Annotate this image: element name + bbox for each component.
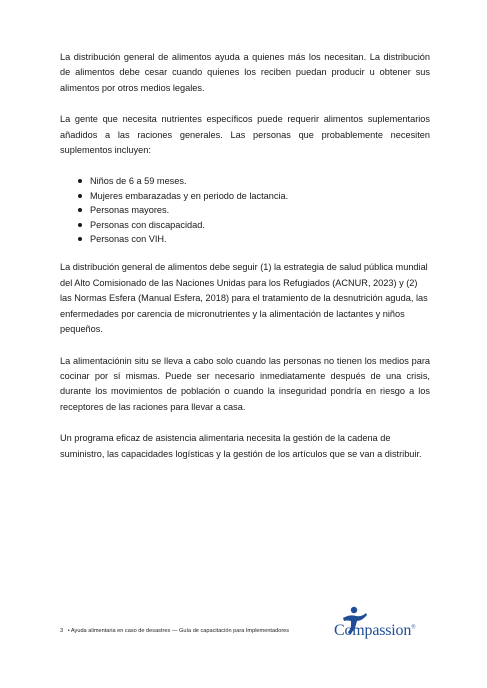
supplement-recipients-list [60,174,430,246]
bullet-icon [78,194,82,198]
paragraph-supply-chain: Un programa eficaz de asistencia alimentaria necesita la gestión de la cadena de suministro, las capacidades logísticas y la gestión de los artículos que se van a distribuir. [60,433,422,459]
list-item: Mujeres embarazadas y en periodo de lactancia. [78,189,430,203]
paragraph-supplements: La gente que necesita nutrientes específicos puede requerir alimentos suplementarios añadidos a las raciones generales. Las personas que probablemente necesiten suplementos incluyen: [60,114,430,156]
footer-separator: • [67,628,70,634]
paragraph-distribution-general: La distribución general de alimentos ayuda a quienes más los necesitan. La distribución de alimentos debe cesar cuando quienes los reciben puedan producir u obtener sus alimentos por otros medios legales. [60,52,430,93]
list-item: Personas con VIH. [78,232,430,246]
list-item: Personas mayores. [78,203,430,217]
footer-title: Ayuda alimentaria en caso de desastres — Guía de capacitación para Implementadores [70,628,290,634]
compassion-logo [334,606,434,646]
bullet-icon [78,223,82,227]
bullet-icon [78,237,82,241]
bullet-icon [78,179,82,183]
paragraph-in-situ-feeding: La alimentaciónin situ se lleva a cabo solo cuando las personas no tienen los medios para cocinar por sí mismas. Puede ser necesario inmediatamente después de una crisis, durante los movimientos de población o cuando la inseguridad pondría en riesgo a los receptores de las raciones para llevar a casa. [60,355,430,412]
list-item: Niños de 6 a 59 meses. [78,174,430,188]
paragraph-standards: La distribución general de alimentos debe seguir (1) la estrategia de salud pública mundial del Alto Comisionado de las Naciones Unidas para los Refugiados (ACNUR, 2023) y (2) las Normas Esfera (Manual Esfera, 2018) para el tratamiento de la desnutrición aguda, las enfermedades por carencia de micronutrientes y la alimentación de lactantes y niños pequeños. [60,262,428,335]
list-item: Personas con discapacidad. [78,218,430,232]
page-content [60,50,430,478]
logo-wordmark: Compassion® [334,622,416,639]
bullet-icon [78,208,82,212]
page-footer [60,628,289,634]
page-number: 3 [60,628,64,634]
